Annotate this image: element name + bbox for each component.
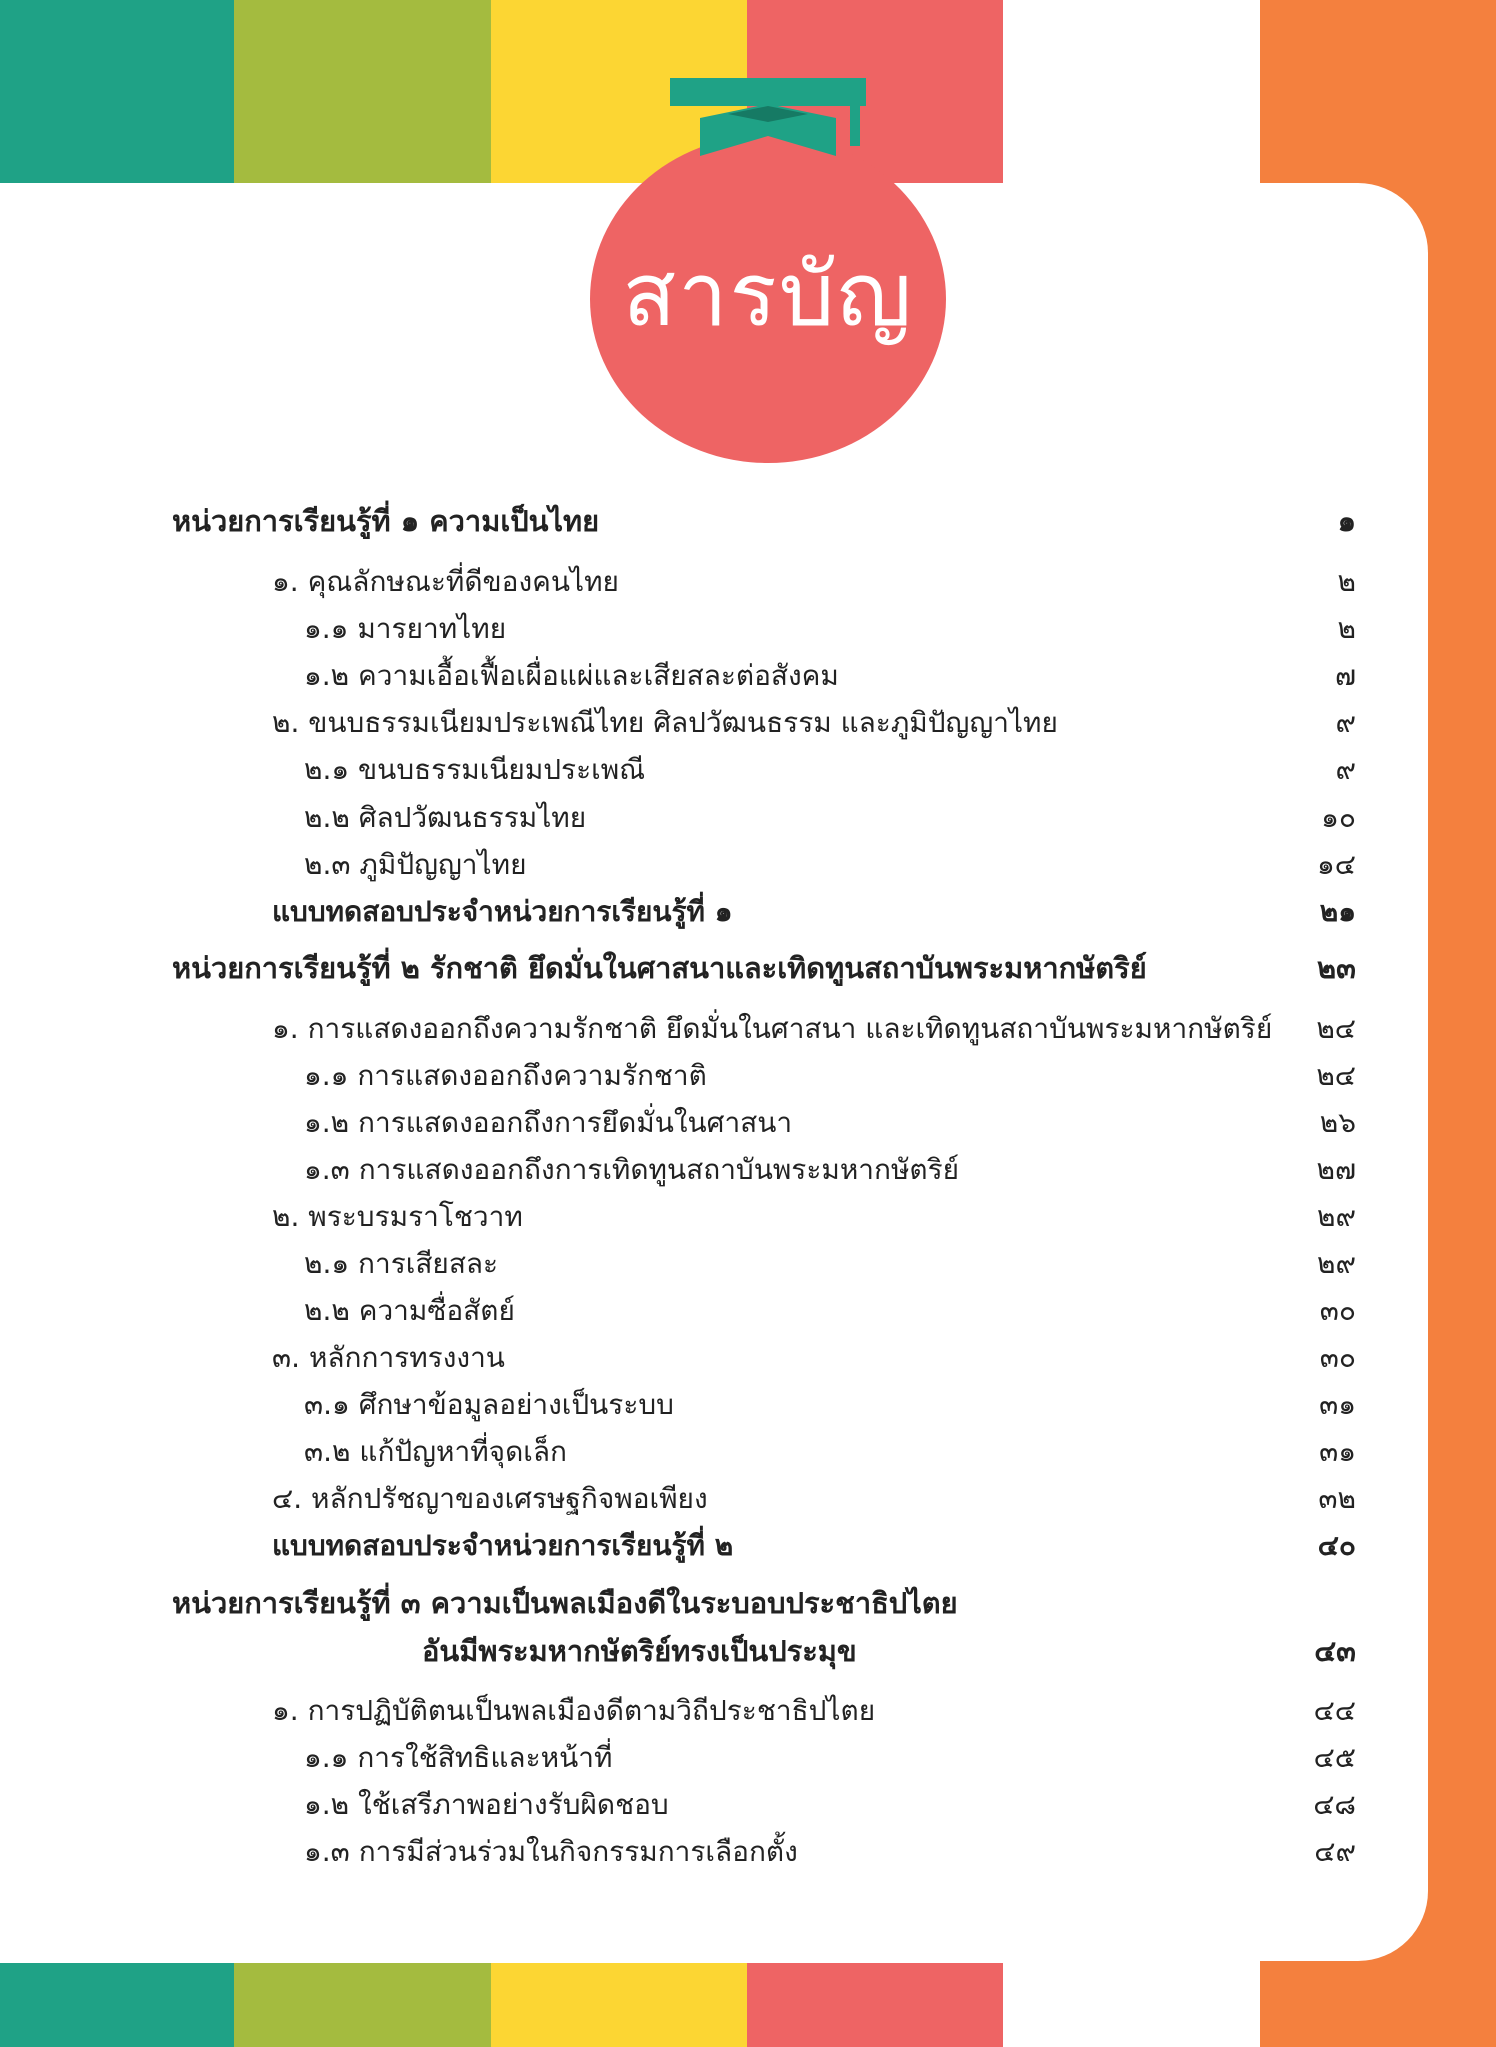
toc-page: ๗ xyxy=(1334,659,1356,692)
toc-page: ๓๐ xyxy=(1319,1341,1356,1374)
toc-item[interactable] xyxy=(0,1782,1496,1828)
toc-item[interactable] xyxy=(0,1053,1496,1099)
toc-page: ๒๖ xyxy=(1319,1106,1356,1139)
toc-label: ๒. พระบรมราโชวาท xyxy=(272,1200,523,1233)
toc-item[interactable] xyxy=(0,1382,1496,1428)
toc-page: ๔๐ xyxy=(1317,1529,1356,1562)
toc-item[interactable] xyxy=(0,747,1496,793)
toc-label: หน่วยการเรียนรู้ที่ ๒ รักชาติ ยึดมั่นในศาสนาและเทิดทูนสถาบันพระมหากษัตริย์ xyxy=(172,951,1147,985)
toc-label: ๒.๑ การเสียสละ xyxy=(304,1247,499,1280)
toc-label: อันมีพระมหากษัตริย์ทรงเป็นประมุข xyxy=(422,1634,857,1668)
toc-page: ๒๔ xyxy=(1316,1012,1356,1045)
toc-page: ๔๘ xyxy=(1313,1788,1356,1821)
toc-page: ๔๔ xyxy=(1313,1694,1356,1727)
toc-page: ๑๔ xyxy=(1317,848,1356,881)
toc-item[interactable] xyxy=(0,1688,1496,1734)
toc-item[interactable] xyxy=(0,1006,1496,1052)
toc-label: ๔. หลักปรัชญาของเศรษฐกิจพอเพียง xyxy=(272,1482,708,1515)
toc-item[interactable] xyxy=(0,1194,1496,1240)
toc-label: ๓.๑ ศึกษาข้อมูลอย่างเป็นระบบ xyxy=(304,1388,674,1421)
toc-item[interactable] xyxy=(0,1100,1496,1146)
toc-page: ๓๐ xyxy=(1319,1294,1356,1327)
toc-page: ๔๓ xyxy=(1314,1634,1356,1668)
toc-label: ๒.๑ ขนบธรรมเนียมประเพณี xyxy=(304,753,646,786)
toc-page: ๒๑ xyxy=(1319,895,1356,928)
toc-label: หน่วยการเรียนรู้ที่ ๑ ความเป็นไทย xyxy=(172,504,600,538)
toc-item[interactable] xyxy=(0,1335,1496,1381)
toc-item[interactable] xyxy=(0,653,1496,699)
toc-page: ๒ xyxy=(1337,565,1356,598)
toc-label: แบบทดสอบประจำหน่วยการเรียนรู้ที่ ๑ xyxy=(272,895,733,928)
toc-page: ๙ xyxy=(1335,706,1356,739)
toc-label: แบบทดสอบประจำหน่วยการเรียนรู้ที่ ๒ xyxy=(272,1529,734,1562)
toc-page: ๔๙ xyxy=(1314,1835,1356,1868)
toc-page: ๙ xyxy=(1335,753,1356,786)
toc-page: ๒๙ xyxy=(1317,1247,1356,1280)
toc-unit-1[interactable] xyxy=(0,498,1496,544)
toc-page: ๓๒ xyxy=(1318,1482,1356,1515)
toc-page: ๒ xyxy=(1337,612,1356,645)
toc-label: ๒.๒ ความซื่อสัตย์ xyxy=(304,1294,515,1327)
toc-page: ๔๕ xyxy=(1313,1741,1356,1774)
toc-label: ๒.๓ ภูมิปัญญาไทย xyxy=(304,848,527,881)
toc-item[interactable] xyxy=(0,842,1496,888)
toc-label: ๑. คุณลักษณะที่ดีของคนไทย xyxy=(272,565,619,598)
toc-item[interactable] xyxy=(0,1147,1496,1193)
toc-page: ๒๙ xyxy=(1317,1200,1356,1233)
toc-page: ๒๔ xyxy=(1316,1059,1356,1092)
toc-label: ๑.๑ การใช้สิทธิและหน้าที่ xyxy=(304,1741,613,1774)
toc-unit-test-1[interactable] xyxy=(0,889,1496,935)
toc-page: ๒๓ xyxy=(1317,951,1356,985)
toc-label: ๑. การแสดงออกถึงความรักชาติ ยึดมั่นในศาสนา และเทิดทูนสถาบันพระมหากษัตริย์ xyxy=(272,1012,1273,1045)
toc-item[interactable] xyxy=(0,795,1496,841)
toc-unit-3-continued[interactable] xyxy=(0,1628,1496,1674)
toc-label: ๑.๑ การแสดงออกถึงความรักชาติ xyxy=(304,1059,707,1092)
toc-page: ๑๐ xyxy=(1321,801,1356,834)
toc-item[interactable] xyxy=(0,700,1496,746)
toc-label: ๑.๒ การแสดงออกถึงการยึดมั่นในศาสนา xyxy=(304,1106,793,1139)
toc-label: ๒. ขนบธรรมเนียมประเพณีไทย ศิลปวัฒนธรรม และภูมิปัญญาไทย xyxy=(272,706,1058,739)
toc-unit-2[interactable] xyxy=(0,945,1496,991)
toc-label: ๓.๒ แก้ปัญหาที่จุดเล็ก xyxy=(304,1435,567,1468)
toc-label: ๑.๒ ใช้เสรีภาพอย่างรับผิดชอบ xyxy=(304,1788,669,1821)
toc-unit-3[interactable] xyxy=(0,1580,1496,1626)
toc-label: ๑.๓ การมีส่วนร่วมในกิจกรรมการเลือกตั้ง xyxy=(304,1835,798,1868)
toc-item[interactable] xyxy=(0,559,1496,605)
toc-item[interactable] xyxy=(0,1735,1496,1781)
toc-page: ๑ xyxy=(1337,504,1356,538)
toc-page: ๓๑ xyxy=(1319,1388,1356,1421)
toc-label: ๑.๓ การแสดงออกถึงการเทิดทูนสถาบันพระมหากษัตริย์ xyxy=(304,1153,960,1186)
toc-item[interactable] xyxy=(0,1829,1496,1875)
toc-label: ๑. การปฏิบัติตนเป็นพลเมืองดีตามวิถีประชาธิปไตย xyxy=(272,1694,876,1727)
toc-label: ๑.๑ มารยาทไทย xyxy=(304,612,507,645)
toc-label: หน่วยการเรียนรู้ที่ ๓ ความเป็นพลเมืองดีในระบอบประชาธิปไตย xyxy=(172,1586,958,1620)
toc-page: ๓๑ xyxy=(1319,1435,1356,1468)
toc-label: ๓. หลักการทรงงาน xyxy=(272,1341,505,1374)
toc-item[interactable] xyxy=(0,1476,1496,1522)
toc-item[interactable] xyxy=(0,1241,1496,1287)
toc-item[interactable] xyxy=(0,1288,1496,1334)
toc-item[interactable] xyxy=(0,1429,1496,1475)
toc-unit-test-2[interactable] xyxy=(0,1523,1496,1569)
toc-label: ๒.๒ ศิลปวัฒนธรรมไทย xyxy=(304,801,587,834)
toc-page: ๒๗ xyxy=(1316,1153,1356,1186)
toc-item[interactable] xyxy=(0,606,1496,652)
page-title: สารบัญ xyxy=(622,243,914,346)
toc-label: ๑.๒ ความเอื้อเฟื้อเผื่อแผ่และเสียสละต่อสังคม xyxy=(304,659,839,692)
